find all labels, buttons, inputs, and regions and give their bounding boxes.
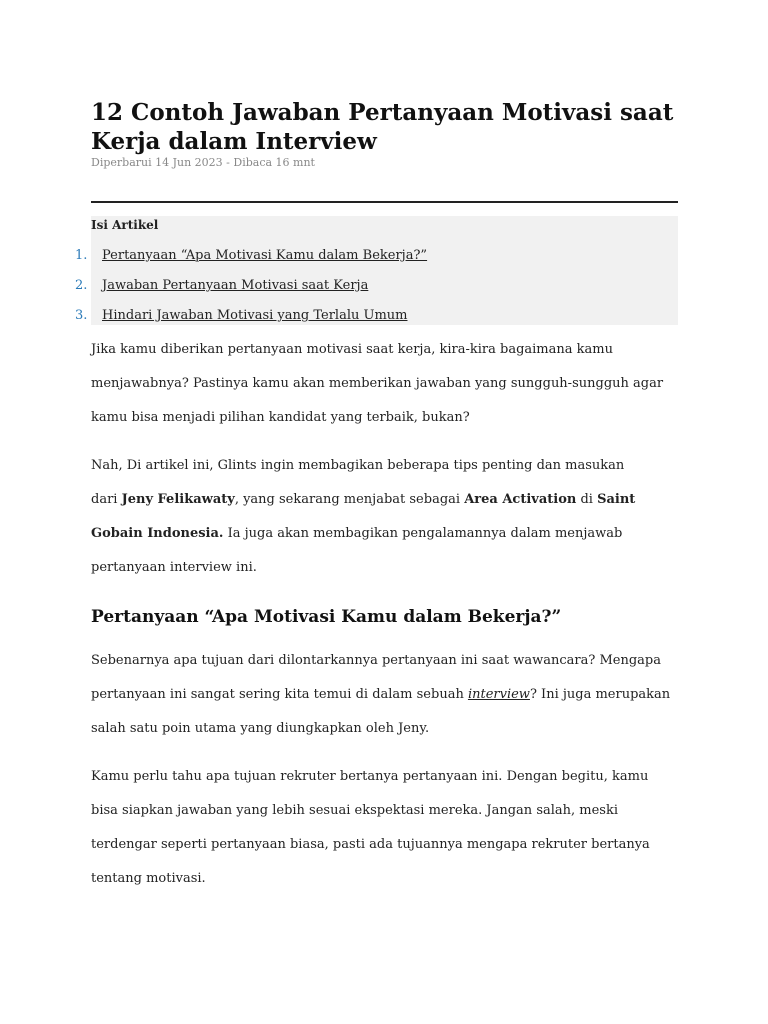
text-line: pertanyaan interview ini. [91,560,257,575]
section-heading: Pertanyaan “Apa Motivasi Kamu dalam Bekerja?” [91,607,562,627]
text-line: Nah, Di artikel ini, Glints ingin membagikan beberapa tips penting dan masukan [91,458,625,473]
toc-link-answers[interactable]: Jawaban Pertanyaan Motivasi saat Kerja [102,278,369,293]
text-line: Kamu perlu tahu apa tujuan rekruter bertanya pertanyaan ini. Dengan begitu, kamu [91,769,649,784]
interview-link[interactable]: interview [467,687,530,702]
text-fragment: Ia juga akan membagikan pengalamannya dalam menjawab [223,526,623,541]
toc-number: 2. [75,278,88,293]
purpose-paragraph [91,644,691,746]
divider [91,201,678,203]
toc-link-motivation-question[interactable]: Pertanyaan “Apa Motivasi Kamu dalam Bekerja?” [102,248,428,263]
article-meta: Diperbarui 14 Jun 2023 - Dibaca 16 mnt [91,156,315,169]
text-line: menjawabnya? Pastinya kamu akan memberikan jawaban yang sungguh-sungguh agar [91,376,664,391]
job-title: Area Activation [464,492,577,507]
text-fragment: ? Ini juga merupakan [529,687,671,702]
text-line: Jika kamu diberikan pertanyaan motivasi saat kerja, kira-kira bagaimana kamu [91,342,613,357]
text-line: terdengar seperti pertanyaan biasa, pasti ada tujuannya mengapa rekruter bertanya [91,837,650,852]
intro-paragraph [91,333,691,435]
source-paragraph [91,449,691,585]
toc-number: 1. [75,248,88,263]
text-line: Sebenarnya apa tujuan dari dilontarkannya pertanyaan ini saat wawancara? Mengapa [91,653,661,668]
toc-number: 3. [75,308,88,323]
company-name-part2: Gobain Indonesia. [91,526,224,541]
toc-link-avoid-generic[interactable]: Hindari Jawaban Motivasi yang Terlalu Umum [102,308,408,323]
text-fragment: di [576,492,598,507]
text-fragment: pertanyaan ini sangat sering kita temui di dalam sebuah [91,687,468,702]
text-fragment: , yang sekarang menjabat sebagai [234,492,465,507]
company-name-part1: Saint [597,492,636,507]
recruiter-paragraph [91,760,691,896]
text-line: kamu bisa menjadi pilihan kandidat yang terbaik, bukan? [91,410,470,425]
text-line: salah satu poin utama yang diungkapkan oleh Jeny. [91,721,430,736]
toc-heading: Isi Artikel [91,218,159,232]
text-line: tentang motivasi. [91,871,206,886]
text-fragment: dari [91,492,122,507]
table-of-contents [75,216,678,325]
article-title: 12 Contoh Jawaban Pertanyaan Motivasi saat Kerja dalam Interview [91,99,674,155]
text-line: bisa siapkan jawaban yang lebih sesuai ekspektasi mereka. Jangan salah, meski [91,803,619,818]
person-name: Jeny Felikawaty [121,492,235,507]
